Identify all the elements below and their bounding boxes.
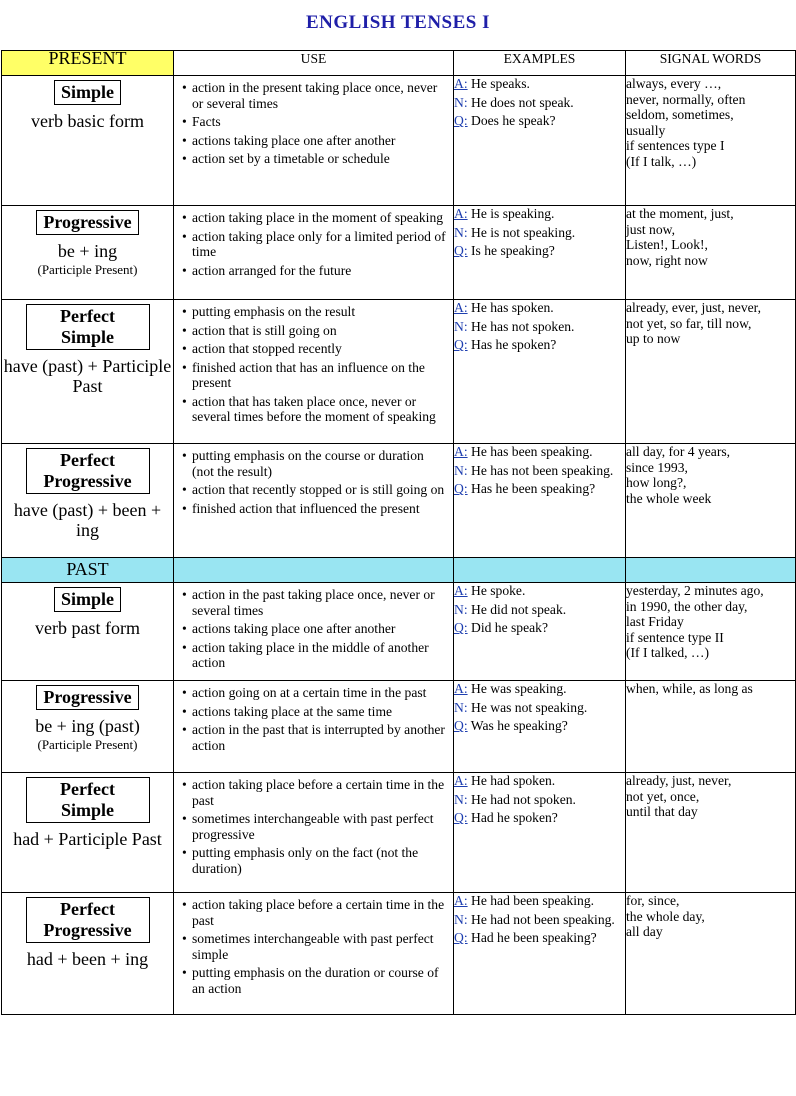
signal-word-line: when, while, as long as xyxy=(626,681,753,696)
example-affirmative xyxy=(454,300,625,316)
tense-form: had + been + ing xyxy=(26,949,149,969)
example-affirmative-label: A: xyxy=(454,444,468,459)
signal-words-cell xyxy=(626,893,796,1015)
example-negative-label: N: xyxy=(454,699,468,715)
signal-word-line: the whole week xyxy=(626,490,712,506)
past-tense-row xyxy=(2,583,796,681)
tense-form: be + ing xyxy=(57,241,118,261)
example-question xyxy=(454,481,625,497)
example-question xyxy=(454,810,625,826)
signal-word-line: seldom, sometimes, xyxy=(626,107,734,122)
use-item: • sometimes interchangeable with past perfect progressive xyxy=(180,811,449,842)
example-question xyxy=(454,718,625,734)
tense-form: verb past form xyxy=(35,618,140,638)
example-negative-text: He was not speaking. xyxy=(471,699,588,715)
example-affirmative xyxy=(454,444,625,460)
signal-words-cell xyxy=(626,444,796,558)
use-item: • action taking place only for a limited period of time xyxy=(180,229,449,260)
example-question-text: Is he speaking? xyxy=(471,243,555,258)
example-affirmative-label: A: xyxy=(454,681,468,696)
use-cell xyxy=(174,773,454,893)
signal-word-line: usually xyxy=(626,122,666,138)
example-negative xyxy=(454,225,625,241)
use-list xyxy=(174,448,453,516)
use-item: • actions taking place at the same time xyxy=(180,704,449,720)
example-question-label: Q: xyxy=(454,243,468,258)
use-item: • action in the past taking place once, never or several times xyxy=(180,587,449,618)
example-affirmative xyxy=(454,583,625,599)
example-question xyxy=(454,620,625,636)
tense-form: have (past) + been + ing xyxy=(13,500,162,540)
use-item: • actions taking place one after another xyxy=(180,133,449,149)
example-negative xyxy=(454,95,625,111)
examples-cell xyxy=(454,583,626,681)
use-cell xyxy=(174,76,454,206)
example-affirmative xyxy=(454,773,625,789)
examples-header: EXAMPLES xyxy=(454,51,626,76)
signal-words-cell xyxy=(626,773,796,893)
use-item: • action taking place before a certain time in the past xyxy=(180,897,449,928)
example-affirmative-text: He spoke. xyxy=(471,583,526,598)
example-negative xyxy=(454,912,625,928)
example-negative-label: N: xyxy=(454,911,468,927)
example-question xyxy=(454,113,625,129)
past-header-row xyxy=(2,558,796,583)
signal-word-line: in 1990, the other day, xyxy=(626,598,748,614)
present-header: PRESENT xyxy=(2,51,174,76)
signal-word-line: if sentence type II xyxy=(626,629,724,645)
example-negative xyxy=(454,700,625,716)
tense-name: Simple xyxy=(54,587,121,612)
use-list xyxy=(174,897,453,996)
past-header-empty xyxy=(454,558,626,583)
signal-words-cell xyxy=(626,681,796,773)
example-affirmative-label: A: xyxy=(454,773,468,788)
use-item: • action taking place before a certain time in the past xyxy=(180,777,449,808)
signal-words-cell xyxy=(626,76,796,206)
signal-word-line: yesterday, 2 minutes ago, xyxy=(626,583,764,598)
example-affirmative-text: He has been speaking. xyxy=(471,444,593,459)
past-tense-row xyxy=(2,893,796,1015)
tense-form-note: (Participle Present) xyxy=(37,737,138,752)
use-item: • action taking place in the moment of speaking xyxy=(180,210,449,226)
example-affirmative-text: He was speaking. xyxy=(471,681,567,696)
example-negative-label: N: xyxy=(454,462,468,478)
tense-name: Progressive xyxy=(36,685,138,710)
tense-name: Perfect Simple xyxy=(26,304,150,350)
use-item: • finished action that influenced the present xyxy=(180,501,449,517)
use-item: • putting emphasis on the result xyxy=(180,304,449,320)
example-question-label: Q: xyxy=(454,810,468,825)
signal-word-line: if sentences type I xyxy=(626,138,725,153)
use-list xyxy=(174,80,453,167)
example-negative-text: He did not speak. xyxy=(471,601,567,617)
past-tense-row xyxy=(2,773,796,893)
signal-word-line: not yet, once, xyxy=(626,788,700,804)
example-question xyxy=(454,930,625,946)
example-question-label: Q: xyxy=(454,620,468,635)
tenses-table xyxy=(1,50,796,1015)
tense-name-cell xyxy=(2,681,174,773)
present-tense-row xyxy=(2,300,796,444)
signal-word-line: since 1993, xyxy=(626,459,688,475)
example-question-text: Was he speaking? xyxy=(470,718,568,733)
tense-name: Progressive xyxy=(36,210,138,235)
present-tense-row xyxy=(2,206,796,300)
signal-word-line: at the moment, just, xyxy=(626,206,734,221)
signal-word-line: now, right now xyxy=(626,252,708,268)
signal-word-line: for, since, xyxy=(626,893,680,908)
use-item: • action that recently stopped or is still going on xyxy=(180,482,449,498)
use-cell xyxy=(174,681,454,773)
example-affirmative xyxy=(454,893,625,909)
tense-name-cell xyxy=(2,444,174,558)
use-cell xyxy=(174,893,454,1015)
tense-name: Simple xyxy=(54,80,121,105)
example-question-text: Has he been speaking? xyxy=(471,481,596,496)
signal-words-header: SIGNAL WORDS xyxy=(626,51,796,76)
use-item: • putting emphasis on the duration or course of an action xyxy=(180,965,449,996)
tense-name: Perfect Simple xyxy=(26,777,150,823)
signal-word-line: how long?, xyxy=(626,475,687,490)
page-title: ENGLISH TENSES I xyxy=(305,12,490,33)
examples-cell xyxy=(454,773,626,893)
signal-word-line: Listen!, Look!, xyxy=(626,237,708,252)
example-negative-text: He has not spoken. xyxy=(471,318,575,334)
use-cell xyxy=(174,300,454,444)
use-item: • putting emphasis on the course or duration (not the result) xyxy=(180,448,449,479)
example-negative-label: N: xyxy=(454,94,468,110)
signal-word-line: always, every …, xyxy=(626,76,722,91)
example-affirmative-text: He has spoken. xyxy=(471,300,554,315)
past-tense-row xyxy=(2,681,796,773)
signal-word-line: never, normally, often xyxy=(626,91,746,107)
use-cell xyxy=(174,206,454,300)
example-question-text: Has he spoken? xyxy=(471,337,557,352)
example-question xyxy=(454,337,625,353)
tense-name: Perfect Progressive xyxy=(26,448,150,494)
signal-word-line: the whole day, xyxy=(626,908,705,924)
examples-cell xyxy=(454,300,626,444)
use-item: • action that is still going on xyxy=(180,323,449,339)
tense-name-cell xyxy=(2,893,174,1015)
example-negative-text: He had not spoken. xyxy=(471,791,576,807)
example-affirmative-label: A: xyxy=(454,300,468,315)
example-negative-label: N: xyxy=(454,791,468,807)
tense-name-cell xyxy=(2,206,174,300)
use-cell xyxy=(174,583,454,681)
use-item: • action in the present taking place once, never or several times xyxy=(180,80,449,111)
example-question-label: Q: xyxy=(454,481,468,496)
use-item: • action in the past that is interrupted by another action xyxy=(180,722,449,753)
present-tense-row xyxy=(2,444,796,558)
past-header-empty xyxy=(626,558,796,583)
example-affirmative-text: He is speaking. xyxy=(471,206,555,221)
signal-word-line: (If I talked, …) xyxy=(626,645,710,660)
use-item: • actions taking place one after another xyxy=(180,621,449,637)
example-question-text: Had he spoken? xyxy=(471,810,558,825)
example-negative-text: He has not been speaking. xyxy=(471,462,614,478)
signal-word-line: up to now xyxy=(626,331,681,346)
example-affirmative-label: A: xyxy=(454,583,468,598)
tense-form-note: (Participle Present) xyxy=(37,262,138,277)
use-item: • action going on at a certain time in the past xyxy=(180,685,449,701)
example-affirmative-label: A: xyxy=(454,206,468,221)
use-list xyxy=(174,304,453,425)
examples-cell xyxy=(454,893,626,1015)
example-affirmative-text: He speaks. xyxy=(471,76,530,91)
example-negative xyxy=(454,602,625,618)
use-item: • sometimes interchangeable with past perfect simple xyxy=(180,931,449,962)
use-item: • action taking place in the middle of another action xyxy=(180,640,449,671)
use-list xyxy=(174,210,453,278)
example-negative-label: N: xyxy=(454,601,468,617)
example-affirmative-text: He had been speaking. xyxy=(471,893,595,908)
signal-word-line: not yet, so far, till now, xyxy=(626,315,752,331)
present-tense-row xyxy=(2,76,796,206)
use-item: • Facts xyxy=(180,114,449,130)
tense-name-cell xyxy=(2,583,174,681)
signal-words-cell xyxy=(626,583,796,681)
tense-form: had + Participle Past xyxy=(13,829,162,849)
example-affirmative xyxy=(454,206,625,222)
example-negative xyxy=(454,792,625,808)
use-list xyxy=(174,685,453,753)
examples-cell xyxy=(454,76,626,206)
example-question-label: Q: xyxy=(454,337,468,352)
examples-cell xyxy=(454,681,626,773)
example-negative-label: N: xyxy=(454,318,468,334)
signal-words-cell xyxy=(626,206,796,300)
example-affirmative-text: He had spoken. xyxy=(471,773,556,788)
signal-word-line: all day, for 4 years, xyxy=(626,444,731,459)
tense-name-cell xyxy=(2,300,174,444)
signal-word-line: (If I talk, …) xyxy=(626,153,697,169)
use-item: • putting emphasis only on the fact (not the duration) xyxy=(180,845,449,876)
signal-word-line: last Friday xyxy=(626,614,684,629)
example-negative-text: He is not speaking. xyxy=(471,224,576,240)
examples-cell xyxy=(454,444,626,558)
use-item: • action that has taken place once, never or several times before the moment of speaking xyxy=(180,394,449,425)
use-cell xyxy=(174,444,454,558)
tense-form: verb basic form xyxy=(31,111,144,131)
signal-words-cell xyxy=(626,300,796,444)
signal-word-line: already, just, never, xyxy=(626,773,732,788)
use-item: • action set by a timetable or schedule xyxy=(180,151,449,167)
example-affirmative xyxy=(454,76,625,92)
example-negative-text: He had not been speaking. xyxy=(471,911,615,927)
use-item: • action that stopped recently xyxy=(180,341,449,357)
use-list xyxy=(174,777,453,876)
use-list xyxy=(174,587,453,671)
example-affirmative-label: A: xyxy=(454,893,468,908)
signal-word-line: just now, xyxy=(626,221,675,237)
signal-word-line: until that day xyxy=(626,804,698,819)
example-question-text: Does he speak? xyxy=(471,113,556,128)
example-negative xyxy=(454,319,625,335)
tense-form: be + ing (past) xyxy=(35,716,140,736)
example-affirmative xyxy=(454,681,625,697)
example-question-label: Q: xyxy=(454,930,468,945)
use-item: • action arranged for the future xyxy=(180,263,449,279)
example-negative-label: N: xyxy=(454,224,468,240)
use-header: USE xyxy=(174,51,454,76)
tense-name-cell xyxy=(2,76,174,206)
example-negative xyxy=(454,463,625,479)
example-question-text: Had he been speaking? xyxy=(471,930,597,945)
example-question-label: Q: xyxy=(454,718,468,733)
example-question-text: Did he speak? xyxy=(471,620,549,635)
past-header-empty xyxy=(174,558,454,583)
example-negative-text: He does not speak. xyxy=(471,94,574,110)
example-question xyxy=(454,243,625,259)
example-question-label: Q: xyxy=(454,113,468,128)
tense-name-cell xyxy=(2,773,174,893)
example-affirmative-label: A: xyxy=(454,76,468,91)
signal-word-line: all day xyxy=(626,924,663,939)
tense-name: Perfect Progressive xyxy=(26,897,150,943)
past-header: PAST xyxy=(2,558,174,583)
header-row xyxy=(2,51,796,76)
examples-cell xyxy=(454,206,626,300)
use-item: • finished action that has an influence on the present xyxy=(180,360,449,391)
tense-form: have (past) + Participle Past xyxy=(3,356,172,396)
signal-word-line: already, ever, just, never, xyxy=(626,300,762,315)
